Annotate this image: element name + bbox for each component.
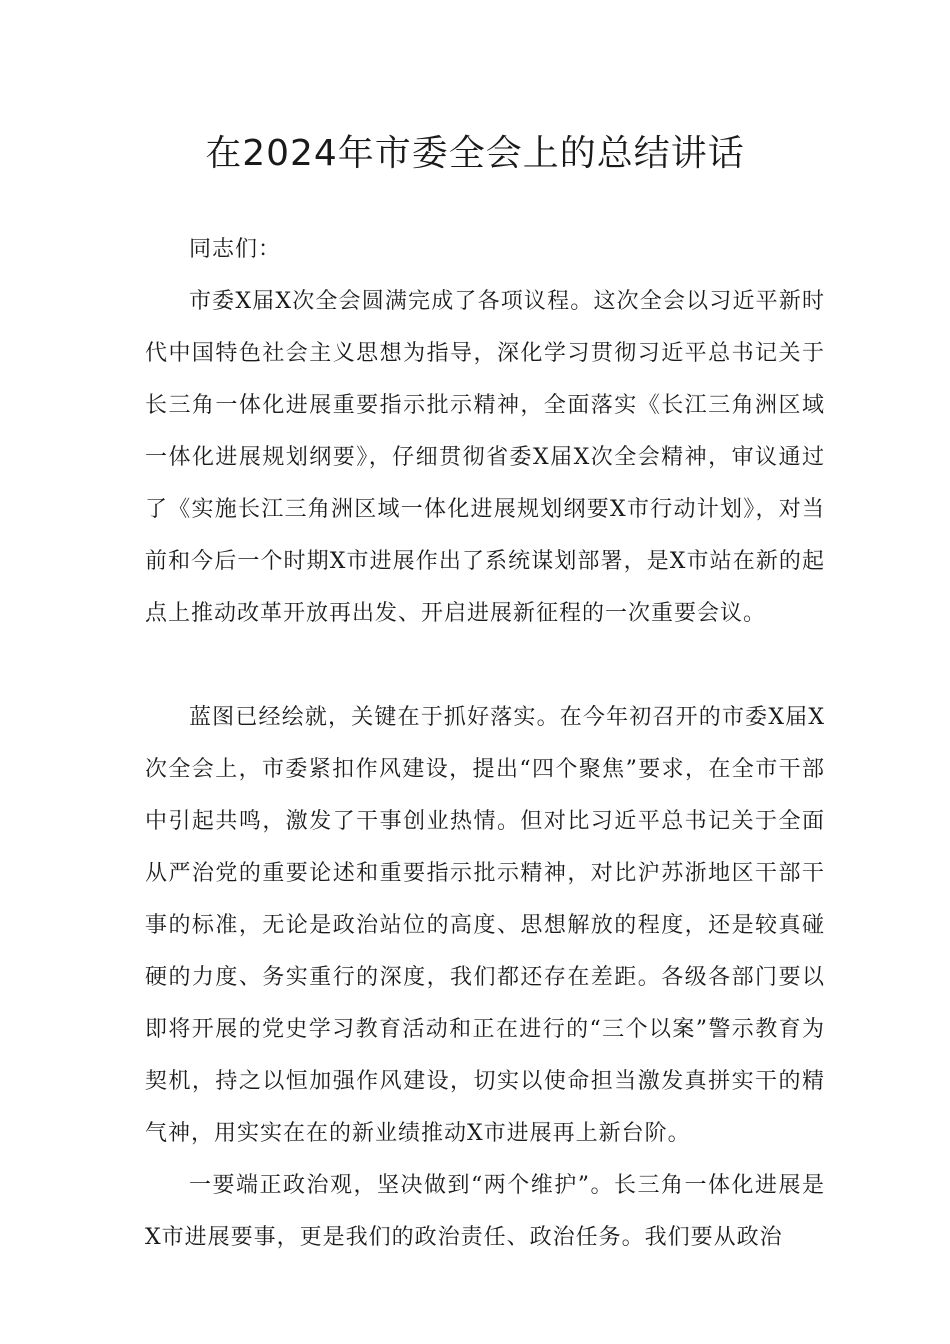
body-paragraph: 蓝图已经绘就，关键在于抓好落实。在今年初召开的市委X届X次全会上，市委紧扣作风建设，提出“四个聚焦”要求，在全市干部中引起共鸣，激发了干事创业热情。但对比习近平总书记关于全面从严治党的重要论述和重要指示批示精神，对比沪苏浙地区干部干事的标准，无论是政治站位的高度、思想解放的程度，还是较真碰硬的力度、务实重行的深度，我们都还存在差距。各级各部门要以即将开展的党史学习教育活动和正在进行的“三个以案”警示教育为契机，持之以恒加强作风建设，切实以使命担当激发真拼实干的精气神，用实实在在的新业绩推动X市进展再上新台阶。 xyxy=(145,705,825,1146)
document-body xyxy=(145,224,825,1264)
salutation-paragraph: 同志们： xyxy=(189,237,282,262)
body-paragraph: 市委X届X次全会圆满完成了各项议程。这次全会以习近平新时代中国特色社会主义思想为指导，深化学习贯彻习近平总书记关于长三角一体化进展重要指示批示精神，全面落实《长江三角洲区域一体化进展规划纲要》，仔细贯彻省委X届X次全会精神，审议通过了《实施长江三角洲区域一体化进展规划纲要X市行动计划》，对当前和今后一个时期X市进展作出了系统谋划部署，是X市站在新的起点上推动改革开放再出发、开启进展新征程的一次重要会议。 xyxy=(145,289,825,626)
body-paragraph: 一要端正政治观，坚决做到“两个维护”。长三角一体化进展是X市进展要事，更是我们的政治责任、政治任务。我们要从政治 xyxy=(145,1173,825,1250)
document-title: 在2024年市委全会上的总结讲话 xyxy=(205,133,745,174)
